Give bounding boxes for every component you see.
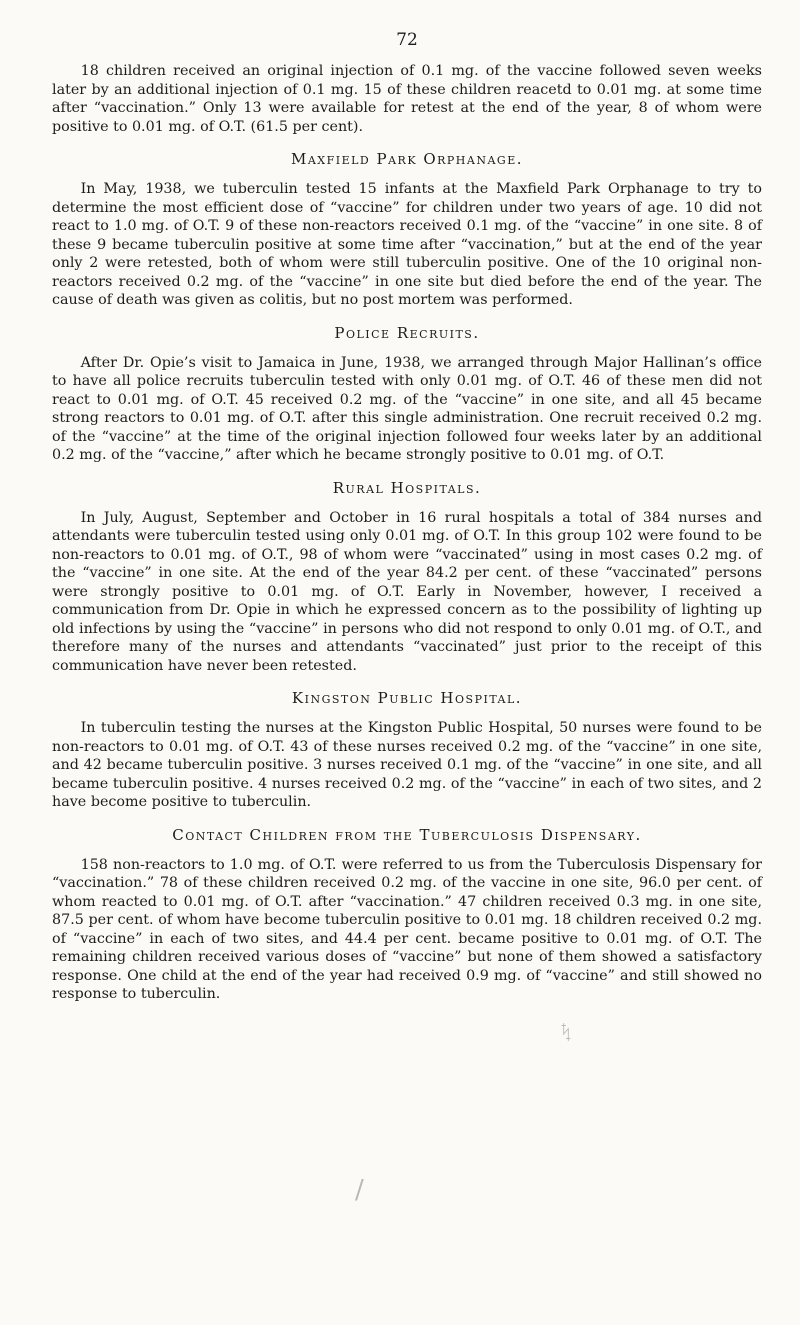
section-body-kingston: In tuberculin testing the nurses at the Kingston Public Hospital, 50 nurses were found to be non-reactors to 0.01 mg. of O.T. 43 of these nurses received 0.2 mg. of the “vaccine” in one site, and 42 became tuberculin positive. 3 nurses received 0.1 mg. of the “vaccine” in one site, and all became tuberculin positive. 4 nurses received 0.2 mg. of the “vaccine” in each of two sites, and 2 have become positive to tuberculin.: [52, 720, 762, 810]
section-heading-police: Police Recruits.: [334, 323, 480, 342]
faint-mark: ᛪ: [560, 1020, 572, 1044]
intro-paragraph: 18 children received an original injection of 0.1 mg. of the vaccine followed seven weeks later by an additional injection of 0.1 mg. 15 of these children reacetd to 0.01 mg. at some time after “vaccination.” Only 13 were available for retest at the end of the year, 8 of whom were positive to 0.01 mg. of O.T. (61.5 per cent).: [52, 63, 762, 135]
section-body-maxfield: In May, 1938, we tuberculin tested 15 infants at the Maxfield Park Orphanage to try to determine the most efficient dose of “vaccine” for children under two years of age. 10 did not react to 1.0 mg. of O.T. 9 of these non-reactors received 0.1 mg. of the “vaccine” in one site. 8 of these 9 became tuberculin positive at some time after “vaccination,” but at the end of the year only 2 were retested, both of whom were still tuberculin positive. One of the 10 original non-reactors received 0.2 mg. of the “vaccine” in one site but died before the end of the year. The cause of death was given as colitis, but no post mortem was performed.: [52, 181, 762, 308]
faint-stroke: /: [355, 1175, 364, 1205]
section-body-rural: In July, August, September and October in 16 rural hospitals a total of 384 nurses and attendants were tuberculin tested using only 0.01 mg. of O.T. In this group 102 were found to be non-reactors to 0.01 mg. of O.T., 98 of whom were “vaccinated” using in most cases 0.2 mg. of the “vaccine” in one site. At the end of the year 84.2 per cent. of these “vaccinated” persons were strongly positive to 0.01 mg. of O.T. Early in November, however, I received a communication from Dr. Opie in which he expressed concern as to the possibility of lighting up old infections by using the “vaccine” in persons who did not respond to only 0.01 mg. of O.T., and therefore many of the nurses and attendants “vaccinated” just prior to the receipt of this communication have never been retested.: [52, 509, 762, 674]
section-heading-rural: Rural Hospitals.: [332, 478, 482, 497]
section-body-police: After Dr. Opie’s visit to Jamaica in June, 1938, we arranged through Major Hallinan’s office to have all police recruits tuberculin tested with only 0.01 mg. of O.T. 46 of these men did not react to 0.01 mg. of O.T. 45 received 0.2 mg. of the “vaccine” in one site, and all 45 became strong reactors to 0.01 mg. of O.T. after this single administration. One recruit received 0.2 mg. of the “vaccine” at the time of the original injection followed four weeks later by an additional 0.2 mg. of the “vaccine,” after which he became strongly positive to 0.01 mg. of O.T.: [52, 354, 762, 463]
section-heading-maxfield: Maxfield Park Orphanage.: [290, 150, 523, 168]
section-heading-kingston: Kingston Public Hospital.: [291, 689, 523, 707]
section-body-contact-children: 158 non-reactors to 1.0 mg. of O.T. were referred to us from the Tuberculosis Dispensary for “vaccination.” 78 of these children received 0.2 mg. of the vaccine in one site, 96.0 per cent. of whom reacted to 0.01 mg. of O.T. after “vaccination.” 47 children received 0.3 mg. in one site, 87.5 per cent. of whom have become tuberculin positive to 0.01 mg. 18 children received 0.2 mg. of “vaccine” in each of two sites, and 44.4 per cent. became positive to 0.01 mg. of O.T. The remaining children received various doses of “vaccine” but none of them showed a satisfactory response. One child at the end of the year had received 0.9 mg. of “vaccine” and still showed no response to tuberculin.: [52, 856, 762, 1002]
section-heading-contact-children: Contact Children from the Tuberculosis Dispensary.: [172, 825, 642, 844]
page-number: 72: [396, 30, 418, 50]
